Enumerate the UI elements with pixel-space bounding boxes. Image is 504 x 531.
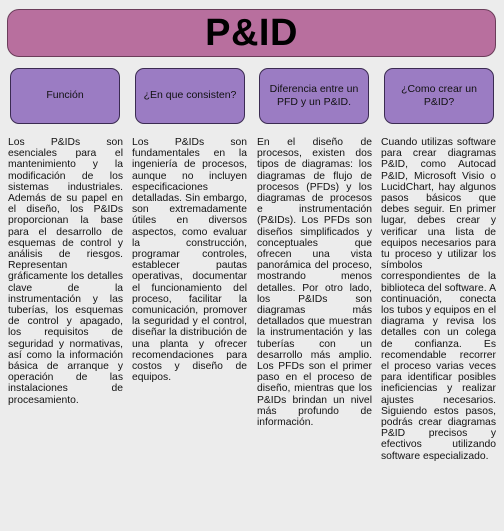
card-label: Función (46, 89, 84, 102)
card-como-crear (384, 68, 494, 124)
card-funcion (10, 68, 120, 124)
page-title: P&ID (205, 11, 298, 54)
column-text-diferencia: En el diseño de procesos, existen dos tipos de diagramas: los diagramas de flujo de procesos (PFDs) y los diagramas de procesos e instrumentación (P&IDs). Los PFDs son diseños simplificados y conceptuales que ofrecen una vista panorámica del proceso, mostrando menos detalles. Por otro lado, los P&IDs son diagramas más detallados que muestran la instrumentación y las tuberías con un desarrollo más amplio. Los PFDs son el primer paso en el proceso de diseño, mientras que los P&IDs brindan un nivel más profundo de información. (257, 137, 372, 429)
column-text-en-que-consisten: Los P&IDs son fundamentales en la ingeniería de procesos, aunque no incluyen especificaciones detalladas. Sin embargo, son extremadamente útiles en diversos aspectos, como evaluar la construcción, programar controles, establecer pautas operativas, documentar el funcionamiento del proceso, facilitar la comunicación, promover la seguridad y el control, diseñar la distribución de una planta y ofrecer recomendaciones para costos y diseño de equipos. (132, 137, 247, 384)
card-label: ¿Como crear un P&ID? (401, 82, 477, 108)
card-diferencia-pfd-pid (259, 68, 369, 124)
title-banner (7, 9, 496, 57)
column-text-como-crear: Cuando utilizas software para crear diagramas P&ID, como Autocad P&ID, Microsoft Visio o LucidChart, hay algunos pasos básicos que debes seguir. En primer lugar, debes crear y verificar una lista de equipos necesarios para tu proceso y utilizar los símbolos correspondientes de la biblioteca del software. A continuación, conecta los tubos y equipos en el diagrama y revisa los detalles con un colega de confianza. Es recomendable recorrer el proceso varias veces para identificar posibles ineficiencias y realizar ajustes necesarios. Siguiendo estos pasos, podrás crear diagramas P&ID precisos y efectivos utilizando software especializado. (381, 137, 496, 462)
column-text-funcion: Los P&IDs son esenciales para el mantenimiento y la modificación de los sistemas industriales. Además de su papel en el diseño, los P&IDs proporcionan la base para el desarrollo de esquemas de control y análisis de riesgos. Representan gráficamente los detalles clave de la instrumentación y las tuberías, los esquemas de control y apagado, los requisitos de seguridad y normativas, así como la información básica de arranque y operación de las instalaciones de procesamiento. (8, 137, 123, 406)
card-label: Diferencia entre un PFD y un P&ID. (269, 82, 359, 108)
card-label: ¿En que consisten? (143, 89, 237, 102)
card-en-que-consisten (135, 68, 245, 124)
